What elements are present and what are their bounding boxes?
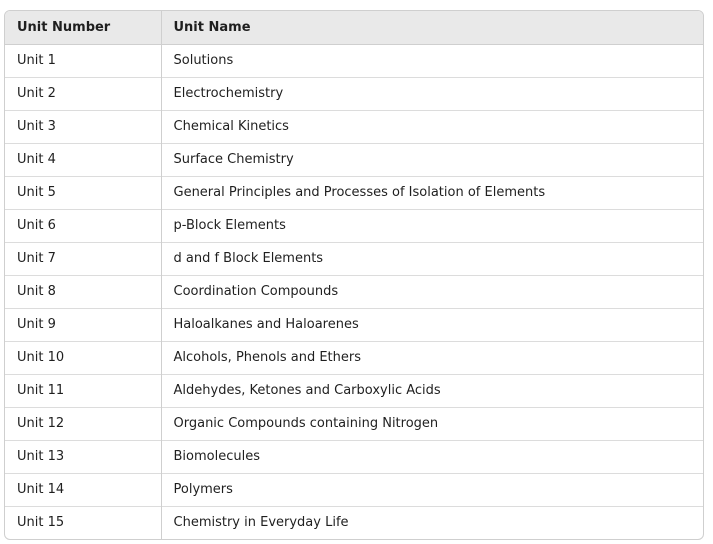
table-body (5, 44, 703, 539)
unit-name-cell: Surface Chemistry (161, 143, 703, 176)
unit-name-cell: Haloalkanes and Haloarenes (161, 308, 703, 341)
table-row (5, 242, 703, 275)
unit-name-cell: Polymers (161, 473, 703, 506)
unit-number-cell: Unit 13 (5, 440, 161, 473)
unit-number-cell: Unit 3 (5, 110, 161, 143)
table-row (5, 374, 703, 407)
unit-number-cell: Unit 11 (5, 374, 161, 407)
unit-number-cell: Unit 4 (5, 143, 161, 176)
unit-number-cell: Unit 15 (5, 506, 161, 539)
table-row (5, 473, 703, 506)
unit-number-cell: Unit 14 (5, 473, 161, 506)
unit-name-cell: Alcohols, Phenols and Ethers (161, 341, 703, 374)
unit-name-cell: General Principles and Processes of Isolation of Elements (161, 176, 703, 209)
unit-name-cell: Coordination Compounds (161, 275, 703, 308)
unit-name-cell: Chemistry in Everyday Life (161, 506, 703, 539)
header-unit-number: Unit Number (5, 11, 161, 44)
unit-number-cell: Unit 1 (17, 53, 56, 68)
unit-number-cell: Unit 8 (5, 275, 161, 308)
unit-number-cell: Unit 12 (5, 407, 161, 440)
header-unit-name: Unit Name (161, 11, 703, 44)
unit-number-cell: Unit 7 (5, 242, 161, 275)
unit-number-cell: Unit 6 (5, 209, 161, 242)
unit-name-cell: p-Block Elements (161, 209, 703, 242)
unit-name-cell: d and f Block Elements (161, 242, 703, 275)
table-row (5, 143, 703, 176)
table-row (5, 407, 703, 440)
unit-name-cell: Aldehydes, Ketones and Carboxylic Acids (161, 374, 703, 407)
unit-number-cell: Unit 5 (5, 176, 161, 209)
table-row (5, 209, 703, 242)
unit-name-cell: Biomolecules (161, 440, 703, 473)
units-table-container (4, 10, 704, 540)
unit-number-cell: Unit 2 (5, 77, 161, 110)
table-row (5, 110, 703, 143)
table-row (5, 440, 703, 473)
table-row (5, 176, 703, 209)
table-row (5, 341, 703, 374)
units-table (5, 11, 703, 539)
table-row (5, 275, 703, 308)
table-header (5, 11, 703, 44)
table-row (5, 506, 703, 539)
unit-number-cell: Unit 9 (5, 308, 161, 341)
unit-name-cell: Electrochemistry (161, 77, 703, 110)
unit-name-cell: Organic Compounds containing Nitrogen (161, 407, 703, 440)
header-row (5, 11, 703, 44)
table-row (5, 77, 703, 110)
table-row (5, 44, 703, 77)
table-row (5, 308, 703, 341)
unit-name-cell: Chemical Kinetics (161, 110, 703, 143)
unit-number-cell: Unit 10 (5, 341, 161, 374)
unit-name-cell: Solutions (161, 44, 703, 77)
